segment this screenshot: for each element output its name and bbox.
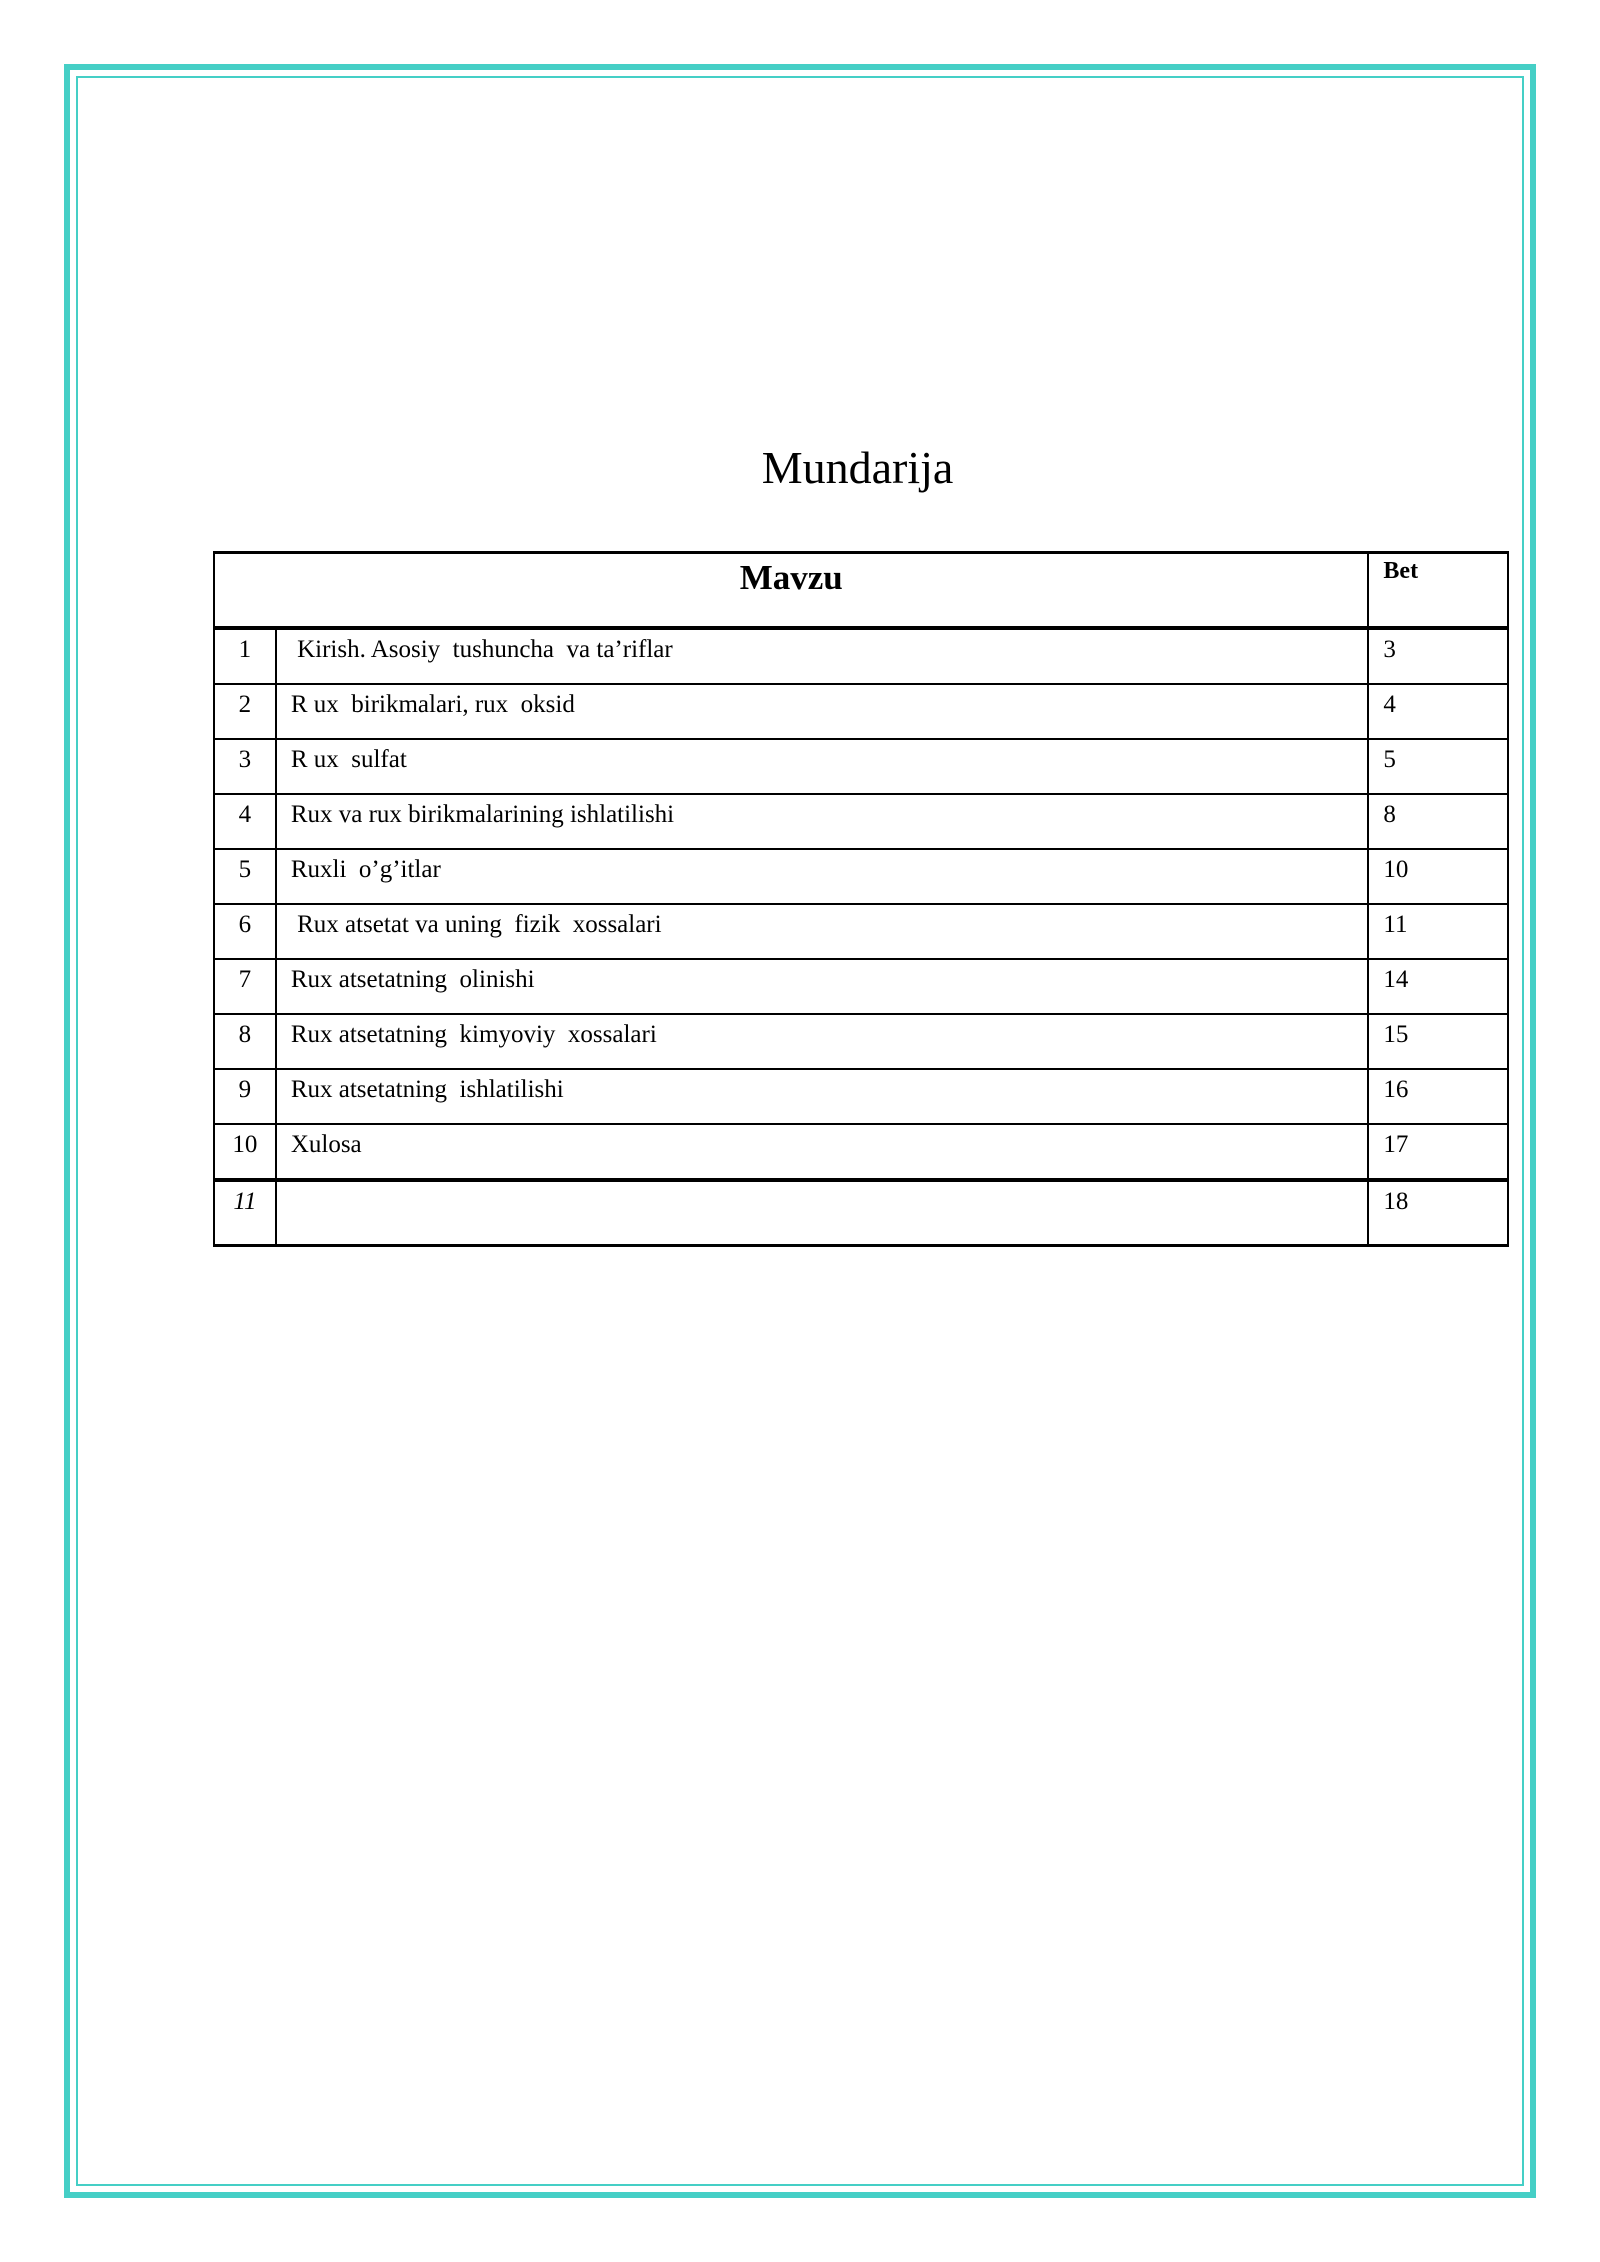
- row-number: 9: [214, 1069, 276, 1124]
- table-row: [214, 1124, 1508, 1180]
- row-topic: R ux sulfat: [276, 739, 1369, 794]
- row-page: 5: [1368, 739, 1508, 794]
- row-number: 2: [214, 684, 276, 739]
- row-topic: Rux atsetatning kimyoviy xossalari: [276, 1014, 1369, 1069]
- row-number: 3: [214, 739, 276, 794]
- row-page: 4: [1368, 684, 1508, 739]
- table-row: [214, 628, 1508, 684]
- table-row: [214, 1014, 1508, 1069]
- row-page: 10: [1368, 849, 1508, 904]
- header-page: Bet: [1368, 553, 1508, 629]
- row-page: 15: [1368, 1014, 1508, 1069]
- row-page: 16: [1368, 1069, 1508, 1124]
- row-number: 10: [214, 1124, 276, 1180]
- row-number: 4: [214, 794, 276, 849]
- row-topic: Rux atsetatning ishlatilishi: [276, 1069, 1369, 1124]
- row-topic: Kirish. Asosiy tushuncha va ta’riflar: [276, 628, 1369, 684]
- row-number: 11: [214, 1180, 276, 1246]
- table-row: [214, 794, 1508, 849]
- table-row: [214, 1180, 1508, 1246]
- table-row: [214, 959, 1508, 1014]
- row-number: 5: [214, 849, 276, 904]
- row-page: 14: [1368, 959, 1508, 1014]
- row-topic: Ruxli o’g’itlar: [276, 849, 1369, 904]
- row-page: 8: [1368, 794, 1508, 849]
- row-topic: [276, 1180, 1369, 1246]
- row-page: 3: [1368, 628, 1508, 684]
- row-topic: Rux va rux birikmalarining ishlatilishi: [276, 794, 1369, 849]
- row-topic: Rux atsetatning olinishi: [276, 959, 1369, 1014]
- table-row: [214, 739, 1508, 794]
- page-title: Mundarija: [761, 442, 954, 493]
- row-topic: R ux birikmalari, rux oksid: [276, 684, 1369, 739]
- row-number: 6: [214, 904, 276, 959]
- table-row: [214, 849, 1508, 904]
- row-number: 1: [214, 628, 276, 684]
- row-number: 8: [214, 1014, 276, 1069]
- header-topic: Mavzu: [214, 553, 1368, 629]
- table-header-row: [214, 553, 1508, 629]
- row-topic: Rux atsetat va uning fizik xossalari: [276, 904, 1369, 959]
- row-page: 18: [1368, 1180, 1508, 1246]
- row-number: 7: [214, 959, 276, 1014]
- table-of-contents: [213, 551, 1509, 1247]
- row-topic: Xulosa: [276, 1124, 1369, 1180]
- table-row: [214, 904, 1508, 959]
- table-row: [214, 684, 1508, 739]
- row-page: 11: [1368, 904, 1508, 959]
- table-row: [214, 1069, 1508, 1124]
- row-page: 17: [1368, 1124, 1508, 1180]
